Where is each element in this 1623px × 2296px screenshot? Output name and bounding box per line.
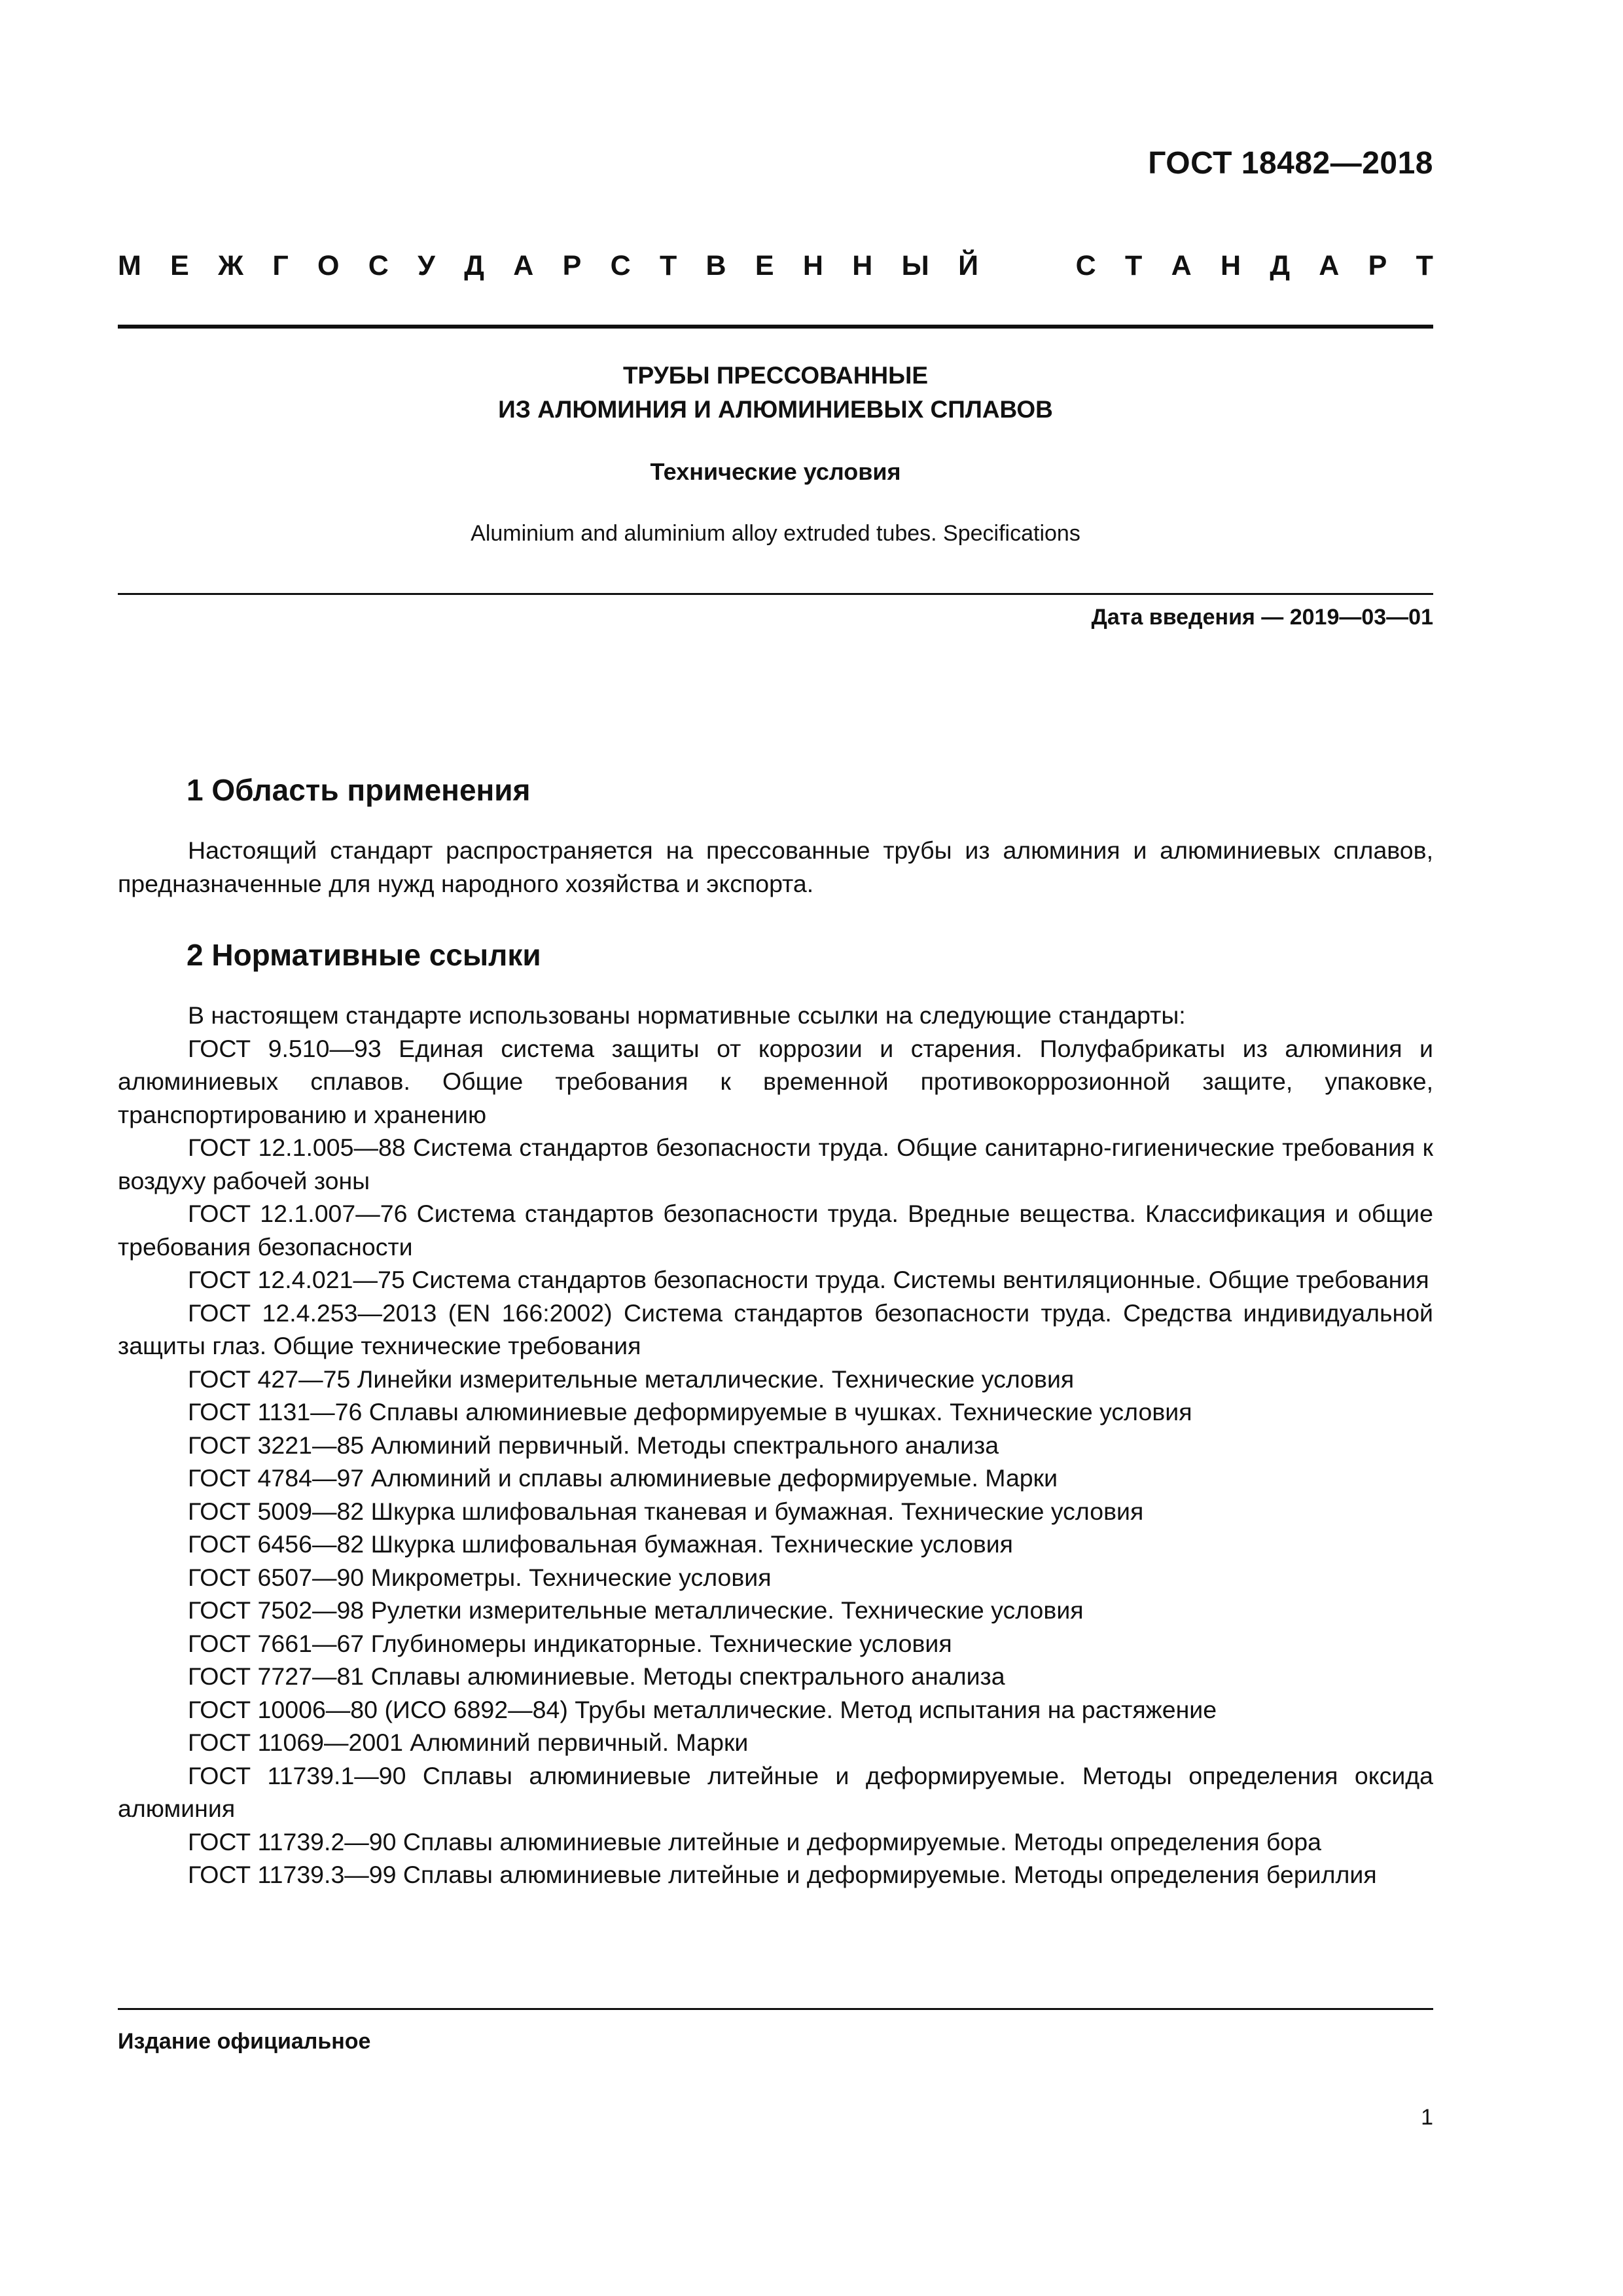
reference-item: ГОСТ 5009—82 Шкурка шлифовальная тканевая и бумажная. Технические условия — [188, 1497, 1144, 1525]
section-1-body — [118, 834, 1433, 900]
edition-label: Издание официальное — [118, 2029, 371, 2054]
introduction-date: Дата введения — 2019—03—01 — [1091, 605, 1433, 630]
banner-letter: Д — [464, 250, 484, 281]
document-subtitle: Технические условия — [650, 458, 901, 485]
reference-item: ГОСТ 9.510—93 Единая система защиты от коррозии и старения. Полуфабрикаты из алюминия и алюминиевых сплавов. Общие требования к временной противокоррозионной защите, упаковке, транспортированию и хранению — [118, 1034, 1433, 1128]
footer-rule — [118, 2008, 1433, 2010]
reference-item: ГОСТ 1131—76 Сплавы алюминиевые деформируемые в чушках. Технические условия — [188, 1398, 1192, 1426]
reference-item: ГОСТ 4784—97 Алюминий и сплавы алюминиевые деформируемые. Марки — [188, 1464, 1058, 1492]
reference-item: ГОСТ 11739.3—99 Сплавы алюминиевые литейные и деформируемые. Методы определения бериллия — [188, 1861, 1377, 1888]
reference-item: ГОСТ 12.4.021—75 Система стандартов безопасности труда. Системы вентиляционные. Общие требования — [188, 1266, 1429, 1293]
paragraph: Настоящий стандарт распространяется на прессованные трубы из алюминия и алюминиевых сплавов, предназначенные для нужд народного хозяйства и экспорта. — [118, 836, 1433, 897]
title-line-1: ТРУБЫ ПРЕССОВАННЫЕ — [622, 362, 929, 389]
reference-item: ГОСТ 6456—82 Шкурка шлифовальная бумажная. Технические условия — [188, 1530, 1013, 1558]
section-2-heading: 2 Нормативные ссылки — [187, 938, 541, 972]
paragraph: В настоящем стандарте использованы нормативные ссылки на следующие стандарты: — [188, 1001, 1186, 1029]
banner-letter: Н — [852, 250, 873, 281]
banner-letter: Н — [1220, 250, 1241, 281]
header-rule — [118, 325, 1433, 329]
banner-letter: Й — [958, 250, 978, 281]
english-title: Aluminium and aluminium alloy extruded tubes. Specifications — [471, 521, 1080, 546]
banner-letter: Е — [755, 250, 774, 281]
banner-letter: С — [1075, 250, 1096, 281]
reference-item: ГОСТ 6507—90 Микрометры. Технические условия — [188, 1563, 772, 1591]
reference-item: ГОСТ 12.1.005—88 Система стандартов безопасности труда. Общие санитарно-гигиенические требования к воздуху рабочей зоны — [118, 1134, 1433, 1194]
page-number: 1 — [1421, 2105, 1433, 2130]
banner-letter: Н — [802, 250, 823, 281]
reference-item: ГОСТ 12.4.253—2013 (EN 166:2002) Система стандартов безопасности труда. Средства индивидуальной защиты глаз. Общие технические требования — [118, 1299, 1433, 1359]
banner-letter: А — [513, 250, 534, 281]
banner-letter: О — [317, 250, 340, 281]
title-block — [118, 359, 1433, 427]
banner-letter: Р — [562, 250, 582, 281]
banner-letter: У — [418, 250, 435, 281]
banner-letter: Е — [170, 250, 189, 281]
banner-letter: А — [1319, 250, 1340, 281]
banner-letter: М — [118, 250, 141, 281]
title-line-2: ИЗ АЛЮМИНИЯ И АЛЮМИНИЕВЫХ СПЛАВОВ — [498, 396, 1053, 423]
title-rule — [118, 593, 1433, 595]
banner-letter: Т — [1124, 250, 1143, 281]
banner-letter: В — [705, 250, 726, 281]
banner-letter: Д — [1270, 250, 1290, 281]
banner-letter: Т — [1416, 250, 1433, 281]
reference-item: ГОСТ 11739.1—90 Сплавы алюминиевые литейные и деформируемые. Методы определения оксида алюминия — [118, 1761, 1433, 1822]
section-1-heading: 1 Область применения — [187, 773, 531, 807]
section-2-body — [118, 999, 1433, 1892]
banner-word-gap — [1007, 250, 1046, 282]
banner-letter: Т — [659, 250, 677, 281]
reference-item: ГОСТ 11069—2001 Алюминий первичный. Марки — [188, 1729, 749, 1756]
banner-letter: Ж — [218, 250, 244, 281]
reference-item: ГОСТ 12.1.007—76 Система стандартов безопасности труда. Вредные вещества. Классификация и общие требования безопасности — [118, 1200, 1433, 1261]
banner-letter: С — [368, 250, 389, 281]
reference-item: ГОСТ 3221—85 Алюминий первичный. Методы спектрального анализа — [188, 1431, 999, 1459]
reference-item: ГОСТ 11739.2—90 Сплавы алюминиевые литейные и деформируемые. Методы определения бора — [188, 1827, 1321, 1856]
banner-letter: Ы — [901, 250, 929, 281]
reference-item: ГОСТ 7727—81 Сплавы алюминиевые. Методы спектрального анализа — [188, 1662, 1005, 1690]
reference-item: ГОСТ 427—75 Линейки измерительные металлические. Технические условия — [188, 1365, 1075, 1393]
reference-item: ГОСТ 7502—98 Рулетки измерительные металлические. Технические условия — [188, 1596, 1084, 1624]
interstate-standard-banner — [118, 250, 1433, 282]
banner-letter: Г — [272, 250, 289, 281]
banner-letter: С — [610, 250, 631, 281]
gost-number: ГОСТ 18482—2018 — [1148, 146, 1433, 181]
reference-item: ГОСТ 7661—67 Глубиномеры индикаторные. Технические условия — [188, 1629, 952, 1657]
reference-item: ГОСТ 10006—80 (ИСО 6892—84) Трубы металлические. Метод испытания на растяжение — [188, 1695, 1217, 1723]
banner-letter: А — [1171, 250, 1192, 281]
banner-letter: Р — [1368, 250, 1387, 281]
